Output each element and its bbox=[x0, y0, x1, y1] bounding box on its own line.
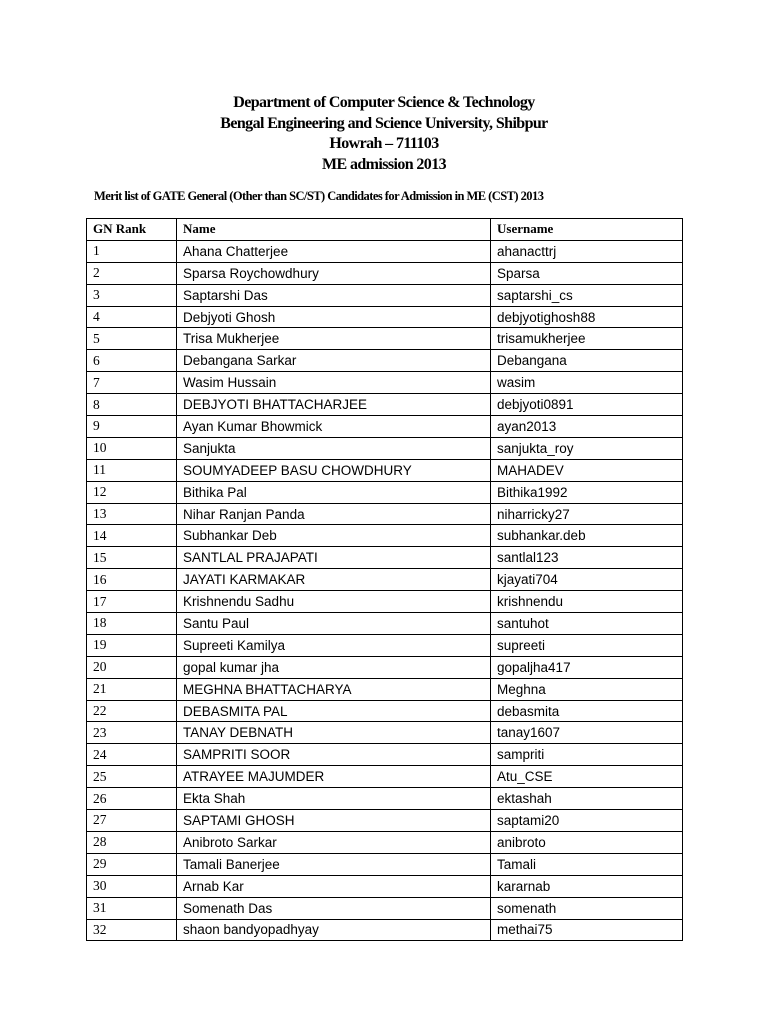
table-row bbox=[87, 634, 683, 656]
name-cell: shaon bandyopadhyay bbox=[177, 919, 491, 941]
name-cell: DEBJYOTI BHATTACHARJEE bbox=[177, 394, 491, 416]
table-row bbox=[87, 437, 683, 459]
rank-cell: 28 bbox=[87, 831, 177, 853]
rank-cell: 30 bbox=[87, 875, 177, 897]
table-row bbox=[87, 394, 683, 416]
rank-cell: 29 bbox=[87, 853, 177, 875]
table-row bbox=[87, 262, 683, 284]
name-cell: Bithika Pal bbox=[177, 481, 491, 503]
table-row bbox=[87, 831, 683, 853]
table-row bbox=[87, 503, 683, 525]
username-cell: ayan2013 bbox=[491, 416, 683, 438]
name-cell: Anibroto Sarkar bbox=[177, 831, 491, 853]
table-row bbox=[87, 766, 683, 788]
name-cell: Subhankar Deb bbox=[177, 525, 491, 547]
rank-cell: 10 bbox=[87, 437, 177, 459]
table-row bbox=[87, 591, 683, 613]
table-row bbox=[87, 810, 683, 832]
rank-cell: 1 bbox=[87, 240, 177, 262]
table-row bbox=[87, 459, 683, 481]
username-cell: niharricky27 bbox=[491, 503, 683, 525]
name-cell: Santu Paul bbox=[177, 613, 491, 635]
rank-cell: 20 bbox=[87, 656, 177, 678]
table-header-row bbox=[87, 219, 683, 241]
table-row bbox=[87, 919, 683, 941]
rank-cell: 11 bbox=[87, 459, 177, 481]
name-cell: gopal kumar jha bbox=[177, 656, 491, 678]
rank-cell: 5 bbox=[87, 328, 177, 350]
table-row bbox=[87, 788, 683, 810]
name-cell: Somenath Das bbox=[177, 897, 491, 919]
rank-cell: 15 bbox=[87, 547, 177, 569]
username-cell: trisamukherjee bbox=[491, 328, 683, 350]
username-cell: somenath bbox=[491, 897, 683, 919]
table-row bbox=[87, 328, 683, 350]
username-cell: debjyotighosh88 bbox=[491, 306, 683, 328]
table-body bbox=[87, 240, 683, 941]
merit-list-subtitle: Merit list of GATE General (Other than SC/ST) Candidates for Admission in ME (CST) 2013 bbox=[94, 189, 544, 203]
rank-cell: 31 bbox=[87, 897, 177, 919]
document-header bbox=[0, 93, 768, 175]
table-row bbox=[87, 547, 683, 569]
name-cell: ATRAYEE MAJUMDER bbox=[177, 766, 491, 788]
name-cell: Supreeti Kamilya bbox=[177, 634, 491, 656]
table-row bbox=[87, 678, 683, 700]
rank-cell: 8 bbox=[87, 394, 177, 416]
table-row bbox=[87, 744, 683, 766]
admission-title: ME admission 2013 bbox=[321, 155, 447, 173]
rank-cell: 9 bbox=[87, 416, 177, 438]
username-cell: kjayati704 bbox=[491, 569, 683, 591]
rank-cell: 13 bbox=[87, 503, 177, 525]
name-cell: Nihar Ranjan Panda bbox=[177, 503, 491, 525]
name-cell: Arnab Kar bbox=[177, 875, 491, 897]
username-cell: Debangana bbox=[491, 350, 683, 372]
column-header-username: Username bbox=[491, 219, 683, 241]
username-cell: Atu_CSE bbox=[491, 766, 683, 788]
table-row bbox=[87, 416, 683, 438]
name-cell: SAPTAMI GHOSH bbox=[177, 810, 491, 832]
university-name: Bengal Engineering and Science University, Shibpur bbox=[220, 114, 548, 132]
rank-cell: 23 bbox=[87, 722, 177, 744]
username-cell: santuhot bbox=[491, 613, 683, 635]
name-cell: Trisa Mukherjee bbox=[177, 328, 491, 350]
username-cell: MAHADEV bbox=[491, 459, 683, 481]
rank-cell: 3 bbox=[87, 284, 177, 306]
username-cell: kararnab bbox=[491, 875, 683, 897]
name-cell: TANAY DEBNATH bbox=[177, 722, 491, 744]
rank-cell: 24 bbox=[87, 744, 177, 766]
name-cell: SOUMYADEEP BASU CHOWDHURY bbox=[177, 459, 491, 481]
name-cell: MEGHNA BHATTACHARYA bbox=[177, 678, 491, 700]
username-cell: anibroto bbox=[491, 831, 683, 853]
username-cell: tanay1607 bbox=[491, 722, 683, 744]
name-cell: Ayan Kumar Bhowmick bbox=[177, 416, 491, 438]
table-row bbox=[87, 613, 683, 635]
username-cell: saptarshi_cs bbox=[491, 284, 683, 306]
username-cell: ektashah bbox=[491, 788, 683, 810]
rank-cell: 4 bbox=[87, 306, 177, 328]
username-cell: wasim bbox=[491, 372, 683, 394]
name-cell: Tamali Banerjee bbox=[177, 853, 491, 875]
table-row bbox=[87, 656, 683, 678]
name-cell: DEBASMITA PAL bbox=[177, 700, 491, 722]
name-cell: Ekta Shah bbox=[177, 788, 491, 810]
username-cell: sanjukta_roy bbox=[491, 437, 683, 459]
table-row bbox=[87, 284, 683, 306]
username-cell: santlal123 bbox=[491, 547, 683, 569]
name-cell: Sparsa Roychowdhury bbox=[177, 262, 491, 284]
username-cell: subhankar.deb bbox=[491, 525, 683, 547]
rank-cell: 22 bbox=[87, 700, 177, 722]
rank-cell: 25 bbox=[87, 766, 177, 788]
username-cell: debasmita bbox=[491, 700, 683, 722]
name-cell: Wasim Hussain bbox=[177, 372, 491, 394]
department-title: Department of Computer Science & Technology bbox=[233, 94, 535, 111]
rank-cell: 12 bbox=[87, 481, 177, 503]
username-cell: krishnendu bbox=[491, 591, 683, 613]
name-cell: Debangana Sarkar bbox=[177, 350, 491, 372]
rank-cell: 26 bbox=[87, 788, 177, 810]
username-cell: methai75 bbox=[491, 919, 683, 941]
rank-cell: 19 bbox=[87, 634, 177, 656]
rank-cell: 32 bbox=[87, 919, 177, 941]
table-row bbox=[87, 350, 683, 372]
username-cell: Tamali bbox=[491, 853, 683, 875]
table-row bbox=[87, 569, 683, 591]
rank-cell: 6 bbox=[87, 350, 177, 372]
username-cell: Meghna bbox=[491, 678, 683, 700]
table-row bbox=[87, 897, 683, 919]
name-cell: SAMPRITI SOOR bbox=[177, 744, 491, 766]
username-cell: debjyoti0891 bbox=[491, 394, 683, 416]
name-cell: Ahana Chatterjee bbox=[177, 240, 491, 262]
rank-cell: 2 bbox=[87, 262, 177, 284]
rank-cell: 14 bbox=[87, 525, 177, 547]
username-cell: gopaljha417 bbox=[491, 656, 683, 678]
name-cell: Krishnendu Sadhu bbox=[177, 591, 491, 613]
address-line: Howrah – 711103 bbox=[329, 135, 439, 152]
username-cell: ahanacttrj bbox=[491, 240, 683, 262]
table-row bbox=[87, 722, 683, 744]
rank-cell: 18 bbox=[87, 613, 177, 635]
table-row bbox=[87, 853, 683, 875]
table-row bbox=[87, 306, 683, 328]
name-cell: JAYATI KARMAKAR bbox=[177, 569, 491, 591]
table-row bbox=[87, 525, 683, 547]
username-cell: supreeti bbox=[491, 634, 683, 656]
table-row bbox=[87, 240, 683, 262]
column-header-rank: GN Rank bbox=[87, 219, 177, 241]
rank-cell: 16 bbox=[87, 569, 177, 591]
table-row bbox=[87, 372, 683, 394]
merit-list-table bbox=[86, 218, 683, 941]
username-cell: Sparsa bbox=[491, 262, 683, 284]
name-cell: Sanjukta bbox=[177, 437, 491, 459]
table-row bbox=[87, 481, 683, 503]
table-row bbox=[87, 700, 683, 722]
username-cell: sampriti bbox=[491, 744, 683, 766]
column-header-name: Name bbox=[177, 219, 491, 241]
rank-cell: 7 bbox=[87, 372, 177, 394]
name-cell: Saptarshi Das bbox=[177, 284, 491, 306]
name-cell: Debjyoti Ghosh bbox=[177, 306, 491, 328]
username-cell: Bithika1992 bbox=[491, 481, 683, 503]
rank-cell: 21 bbox=[87, 678, 177, 700]
rank-cell: 27 bbox=[87, 810, 177, 832]
rank-cell: 17 bbox=[87, 591, 177, 613]
username-cell: saptami20 bbox=[491, 810, 683, 832]
name-cell: SANTLAL PRAJAPATI bbox=[177, 547, 491, 569]
table-row bbox=[87, 875, 683, 897]
